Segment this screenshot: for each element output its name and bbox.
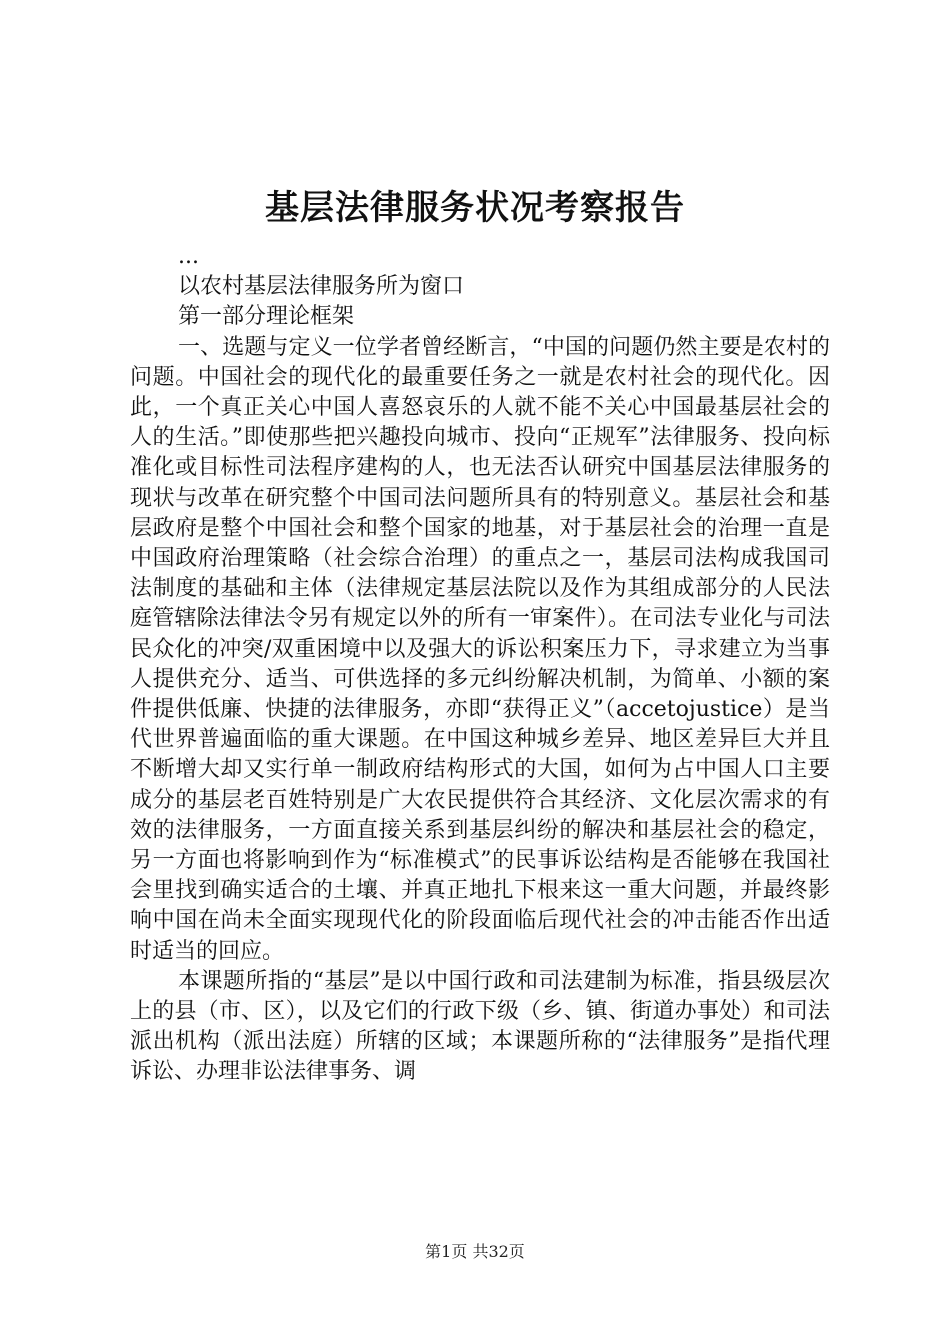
ellipsis-line: ... xyxy=(178,244,199,269)
document-body xyxy=(130,242,830,1088)
page-footer: 第1页 共32页 xyxy=(425,1242,525,1261)
document-title: 基层法律服务状况考察报告 xyxy=(265,188,685,228)
subtitle-line: 以农村基层法律服务所为窗口 xyxy=(178,274,465,300)
paragraph-2: 本课题所指的“基层”是以中国行政和司法建制为标准，指县级层次上的县（市、区），以及它们的行政下级（乡、镇、街道办事处）和司法派出机构（派出法庭）所辖的区域；本课题所称的“法律服务”是指代理诉讼、办理非讼法律事务、调 xyxy=(130,968,830,1085)
paragraph-1: 一、选题与定义一位学者曾经断言，“中国的问题仍然主要是农村的问题。中国社会的现代化的最重要任务之一就是农村社会的现代化。因此，一个真正关心中国人喜怒哀乐的人就不能不关心中国最基层社会的人的生活。”即使那些把兴趣投向城市、投向“正规军”法律服务、投向标准化或目标性司法程序建构的人，也无法否认研究中国基层法律服务的现状与改革在研究整个中国司法问题所具有的特别意义。基层社会和基层政府是整个中国社会和整个国家的地基，对于基层社会的治理一直是中国政府治理策略（社会综合治理）的重点之一，基层司法构成我国司法制度的基础和主体（法律规定基层法院以及作为其组成部分的人民法庭管辖除法律法令另有规定以外的所有一审案件）。在司法专业化与司法民众化的冲突/双重困境中以及强大的诉讼积案压力下，寻求建立为当事人提供充分、适当、可供选择的多元纠纷解决机制，为简单、小额的案件提供低廉、快捷的法律服务，亦即“获得正义”（accetojustice）是当代世界普遍面临的重大课题。在中国这种城乡差异、地区差异巨大并且不断增大却又实行单一制政府结构形式的大国，如何为占中国人口主要成分的基层老百姓特别是广大农民提供符合其经济、文化层次需求的有效的法律服务，一方面直接关系到基层纠纷的解决和基层社会的稳定，另一方面也将影响到作为“标准模式”的民事诉讼结构是否能够在我国社会里找到确实适合的土壤、并真正地扎下根来这一重大问题，并最终影响中国在尚未全面实现现代化的阶段面临后现代社会的冲击能否作出适时适当的回应。 xyxy=(130,334,830,964)
part-heading: 第一部分理论框架 xyxy=(178,304,355,330)
